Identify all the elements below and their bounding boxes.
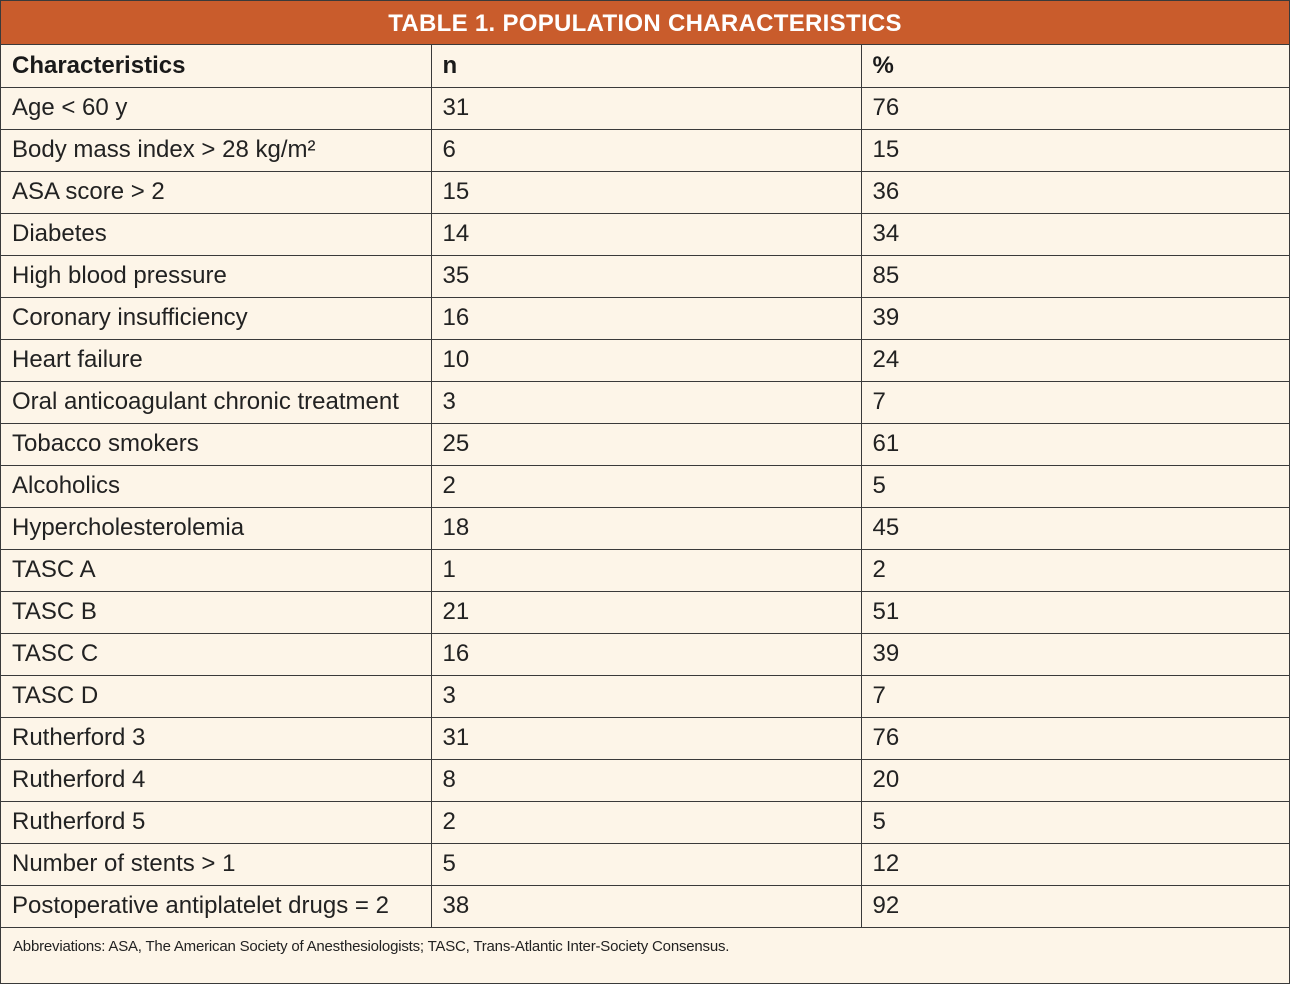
cell-percent: 34 bbox=[861, 213, 1289, 255]
cell-n: 25 bbox=[431, 423, 861, 465]
table-row bbox=[1, 759, 1289, 801]
table-row bbox=[1, 87, 1289, 129]
header-percent: % bbox=[861, 45, 1289, 87]
table-body bbox=[1, 87, 1289, 927]
cell-characteristic: Tobacco smokers bbox=[1, 423, 431, 465]
header-characteristics: Characteristics bbox=[1, 45, 431, 87]
cell-characteristic: Diabetes bbox=[1, 213, 431, 255]
cell-percent: 20 bbox=[861, 759, 1289, 801]
table-row bbox=[1, 591, 1289, 633]
cell-percent: 36 bbox=[861, 171, 1289, 213]
table-row bbox=[1, 465, 1289, 507]
cell-characteristic: Heart failure bbox=[1, 339, 431, 381]
cell-n: 16 bbox=[431, 633, 861, 675]
cell-percent: 85 bbox=[861, 255, 1289, 297]
table-row bbox=[1, 339, 1289, 381]
table-row bbox=[1, 675, 1289, 717]
table-row bbox=[1, 171, 1289, 213]
table-row bbox=[1, 633, 1289, 675]
data-table bbox=[1, 45, 1289, 928]
table-row bbox=[1, 423, 1289, 465]
cell-n: 31 bbox=[431, 87, 861, 129]
cell-percent: 7 bbox=[861, 381, 1289, 423]
cell-percent: 2 bbox=[861, 549, 1289, 591]
cell-characteristic: TASC A bbox=[1, 549, 431, 591]
cell-n: 15 bbox=[431, 171, 861, 213]
cell-percent: 5 bbox=[861, 465, 1289, 507]
table-row bbox=[1, 843, 1289, 885]
cell-characteristic: TASC D bbox=[1, 675, 431, 717]
cell-n: 5 bbox=[431, 843, 861, 885]
cell-percent: 61 bbox=[861, 423, 1289, 465]
cell-n: 3 bbox=[431, 381, 861, 423]
cell-n: 10 bbox=[431, 339, 861, 381]
table-row bbox=[1, 213, 1289, 255]
cell-n: 2 bbox=[431, 801, 861, 843]
table-row bbox=[1, 885, 1289, 927]
table-title: TABLE 1. POPULATION CHARACTERISTICS bbox=[1, 1, 1289, 45]
cell-characteristic: Alcoholics bbox=[1, 465, 431, 507]
cell-percent: 92 bbox=[861, 885, 1289, 927]
cell-characteristic: Rutherford 5 bbox=[1, 801, 431, 843]
table-row bbox=[1, 549, 1289, 591]
cell-percent: 15 bbox=[861, 129, 1289, 171]
cell-n: 8 bbox=[431, 759, 861, 801]
cell-percent: 39 bbox=[861, 633, 1289, 675]
cell-n: 18 bbox=[431, 507, 861, 549]
header-row bbox=[1, 45, 1289, 87]
cell-characteristic: Rutherford 4 bbox=[1, 759, 431, 801]
cell-percent: 76 bbox=[861, 717, 1289, 759]
table-footnote: Abbreviations: ASA, The American Society of Anesthesiologists; TASC, Trans-Atlantic Inter-Society Consensus. bbox=[13, 937, 730, 955]
cell-characteristic: Body mass index > 28 kg/m² bbox=[1, 129, 431, 171]
cell-n: 16 bbox=[431, 297, 861, 339]
cell-percent: 45 bbox=[861, 507, 1289, 549]
cell-percent: 24 bbox=[861, 339, 1289, 381]
cell-characteristic: Postoperative antiplatelet drugs = 2 bbox=[1, 885, 431, 927]
table-row bbox=[1, 381, 1289, 423]
cell-characteristic: Number of stents > 1 bbox=[1, 843, 431, 885]
cell-percent: 7 bbox=[861, 675, 1289, 717]
cell-percent: 12 bbox=[861, 843, 1289, 885]
table-row bbox=[1, 507, 1289, 549]
cell-characteristic: TASC B bbox=[1, 591, 431, 633]
cell-n: 31 bbox=[431, 717, 861, 759]
cell-n: 21 bbox=[431, 591, 861, 633]
table-header bbox=[1, 45, 1289, 87]
table-row bbox=[1, 255, 1289, 297]
cell-n: 6 bbox=[431, 129, 861, 171]
cell-percent: 76 bbox=[861, 87, 1289, 129]
cell-percent: 5 bbox=[861, 801, 1289, 843]
cell-n: 35 bbox=[431, 255, 861, 297]
cell-n: 3 bbox=[431, 675, 861, 717]
table-row bbox=[1, 297, 1289, 339]
cell-characteristic: High blood pressure bbox=[1, 255, 431, 297]
cell-characteristic: TASC C bbox=[1, 633, 431, 675]
cell-percent: 51 bbox=[861, 591, 1289, 633]
cell-characteristic: Hypercholesterolemia bbox=[1, 507, 431, 549]
table-row bbox=[1, 129, 1289, 171]
cell-characteristic: Oral anticoagulant chronic treatment bbox=[1, 381, 431, 423]
cell-n: 2 bbox=[431, 465, 861, 507]
cell-n: 38 bbox=[431, 885, 861, 927]
cell-characteristic: Age < 60 y bbox=[1, 87, 431, 129]
header-n: n bbox=[431, 45, 861, 87]
cell-n: 1 bbox=[431, 549, 861, 591]
cell-percent: 39 bbox=[861, 297, 1289, 339]
table-row bbox=[1, 717, 1289, 759]
cell-n: 14 bbox=[431, 213, 861, 255]
table-row bbox=[1, 801, 1289, 843]
cell-characteristic: Rutherford 3 bbox=[1, 717, 431, 759]
cell-characteristic: Coronary insufficiency bbox=[1, 297, 431, 339]
cell-characteristic: ASA score > 2 bbox=[1, 171, 431, 213]
